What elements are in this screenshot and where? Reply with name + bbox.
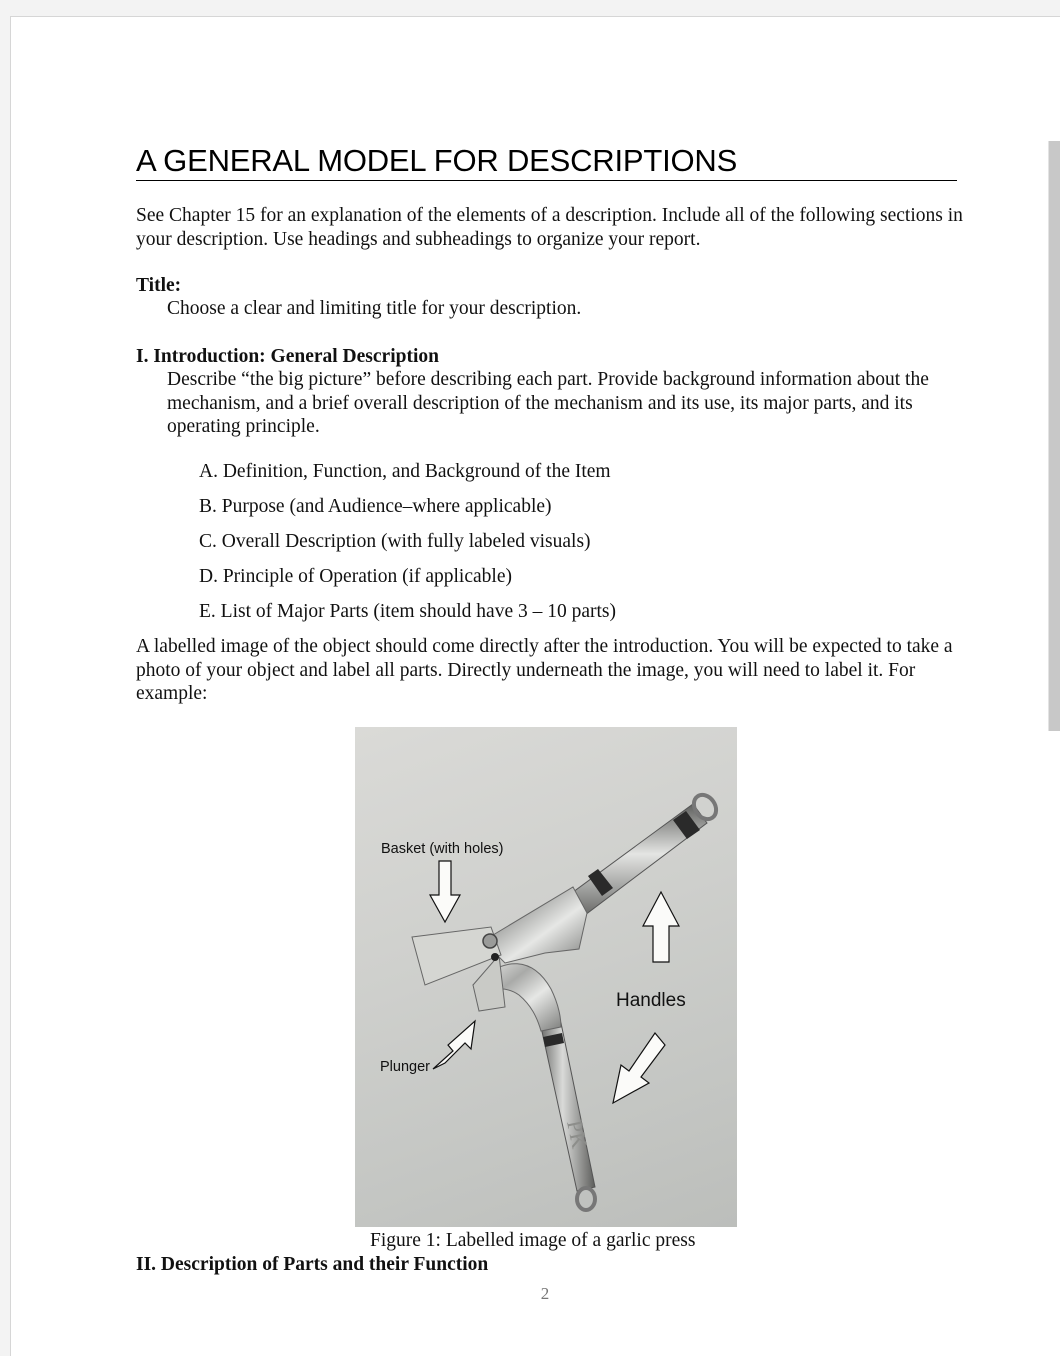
garlic-press-figure [355, 727, 737, 1227]
vertical-scrollbar-thumb[interactable] [1048, 141, 1060, 731]
section2-heading: II. Description of Parts and their Function [136, 1254, 489, 1275]
list-item: D. Principle of Operation (if applicable) [199, 566, 512, 587]
handles-arrow-up [643, 892, 679, 962]
figure-caption: Figure 1: Labelled image of a garlic press [370, 1230, 696, 1251]
basket-arrow [430, 861, 460, 922]
section1-heading: I. Introduction: General Description [136, 346, 439, 367]
handle-engraving: PK [562, 1117, 593, 1151]
handles-label: Handles [616, 990, 686, 1011]
handles-arrow-down [613, 1033, 665, 1103]
section1-item-list [199, 460, 616, 635]
intro-paragraph: See Chapter 15 for an explanation of the elements of a description. Include all of the following sections in your description. Use headings and subheadings to organize your report. [136, 205, 963, 250]
list-item: A. Definition, Function, and Background of the Item [199, 461, 611, 482]
list-item: E. List of Major Parts (item should have 3 – 10 parts) [199, 601, 617, 622]
upper-handle [569, 791, 721, 915]
list-item: B. Purpose (and Audience–where applicable) [199, 496, 552, 517]
plunger-label: Plunger [380, 1059, 430, 1075]
basket-label: Basket (with holes) [381, 841, 504, 857]
list-item: C. Overall Description (with fully labeled visuals) [199, 531, 591, 552]
hinge-hole [491, 953, 499, 961]
garlic-press-illustration [355, 727, 737, 1227]
page-heading: A GENERAL MODEL FOR DESCRIPTIONS [136, 143, 957, 181]
section1-body: Describe “the big picture” before describing each part. Provide background information about the mechanism, and a brief overall description of the mechanism and its use, its major parts, and its operating principle. [167, 369, 929, 437]
hinge-pin [483, 934, 497, 948]
lower-handle [541, 1023, 595, 1210]
title-section-body: Choose a clear and limiting title for your description. [167, 298, 582, 319]
image-instruction-paragraph: A labelled image of the object should come directly after the introduction. You will be expected to take a photo of your object and label all parts. Directly underneath the image, you will need to label it. For example: [136, 636, 953, 704]
title-section-heading: Title: [136, 275, 182, 296]
page-number: 2 [540, 1284, 550, 1303]
plunger-arrow [433, 1021, 475, 1069]
